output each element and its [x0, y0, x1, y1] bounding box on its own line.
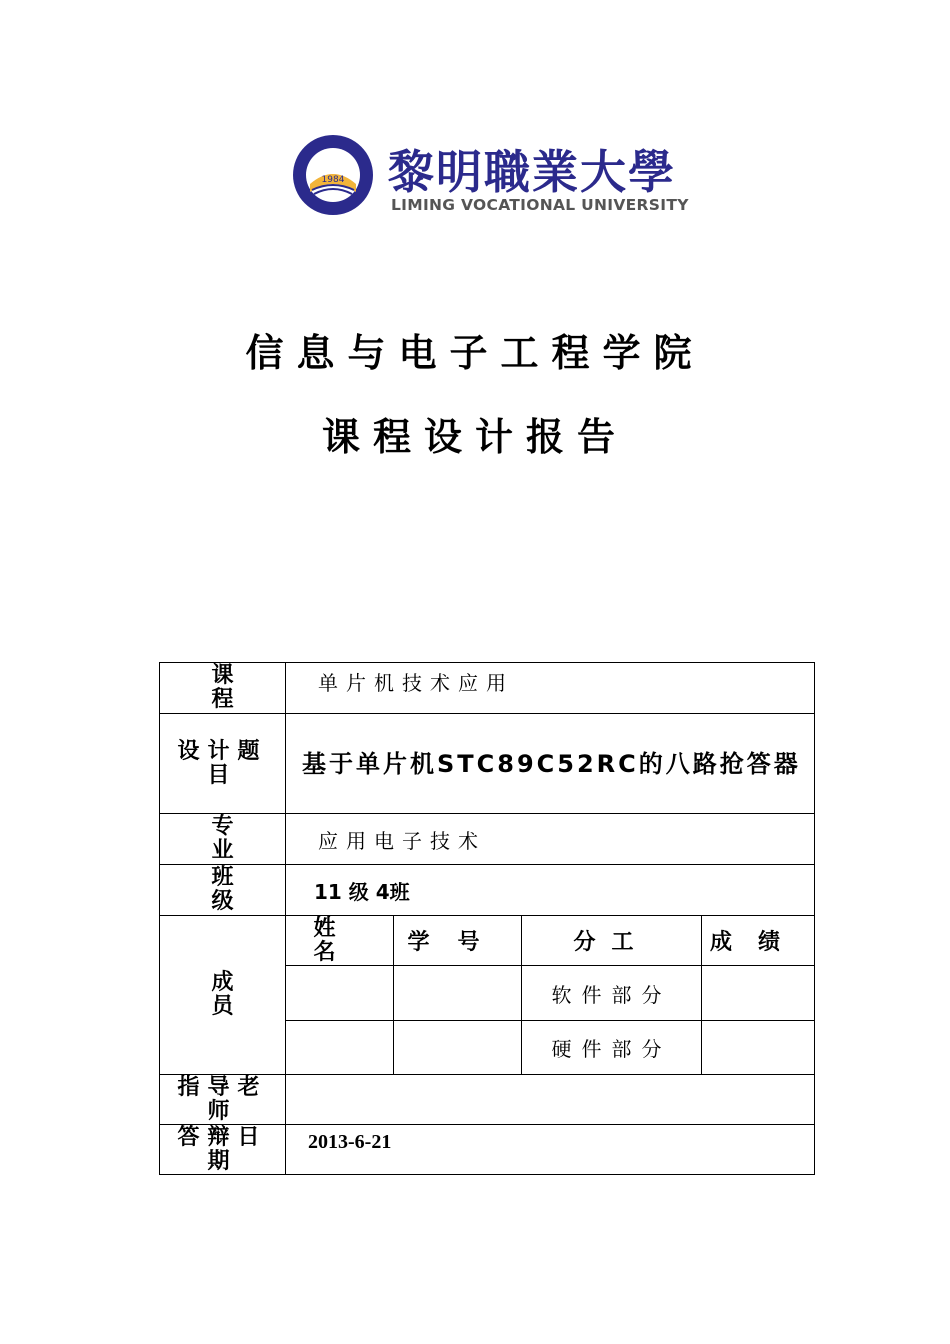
class-row — [160, 865, 815, 916]
major-label: 专 业 — [160, 814, 286, 865]
member-division-cell: 硬件部分 — [522, 1021, 702, 1075]
topic-value: 基于单片机STC89C52RC的八路抢答器 — [286, 714, 815, 814]
logo-chinese-name: 黎明職業大學 — [388, 145, 676, 199]
university-emblem-icon — [292, 134, 374, 216]
advisor-value — [286, 1075, 815, 1125]
defense-date-label: 答辩日 期 — [160, 1125, 286, 1175]
course-value: 单片机技术应用 — [286, 663, 815, 714]
member-score-header: 成绩 — [702, 916, 815, 966]
member-division-header: 分工 — [522, 916, 702, 966]
advisor-label: 指导老 师 — [160, 1075, 286, 1125]
course-row — [160, 663, 815, 714]
member-score-cell — [702, 966, 815, 1021]
report-title: 课程设计报告 — [321, 415, 628, 459]
defense-date-row — [160, 1125, 815, 1175]
logo-english-name: LIMING VOCATIONAL UNIVERSITY — [391, 196, 689, 214]
topic-label: 设计题 目 — [160, 714, 286, 814]
major-row — [160, 814, 815, 865]
member-score-cell — [702, 1021, 815, 1075]
member-name-cell — [286, 966, 394, 1021]
member-division-cell: 软件部分 — [522, 966, 702, 1021]
defense-date-value: 2013-6-21 — [286, 1125, 815, 1175]
school-title: 信息与电子工程学院 — [245, 331, 705, 375]
member-id-header: 学号 — [394, 916, 522, 966]
class-value: 11 级 4班 — [286, 865, 815, 916]
member-id-cell — [394, 966, 522, 1021]
info-table — [159, 662, 815, 1175]
svg-text:1984: 1984 — [321, 175, 345, 185]
course-label: 课 程 — [160, 663, 286, 714]
members-header-row — [160, 916, 815, 966]
members-label: 成 员 — [160, 916, 286, 1075]
member-name-header: 姓 名 — [286, 916, 394, 966]
university-logo — [292, 134, 692, 218]
member-name-cell — [286, 1021, 394, 1075]
advisor-row — [160, 1075, 815, 1125]
member-id-cell — [394, 1021, 522, 1075]
topic-row — [160, 714, 815, 814]
class-label: 班 级 — [160, 865, 286, 916]
major-value: 应用电子技术 — [286, 814, 815, 865]
